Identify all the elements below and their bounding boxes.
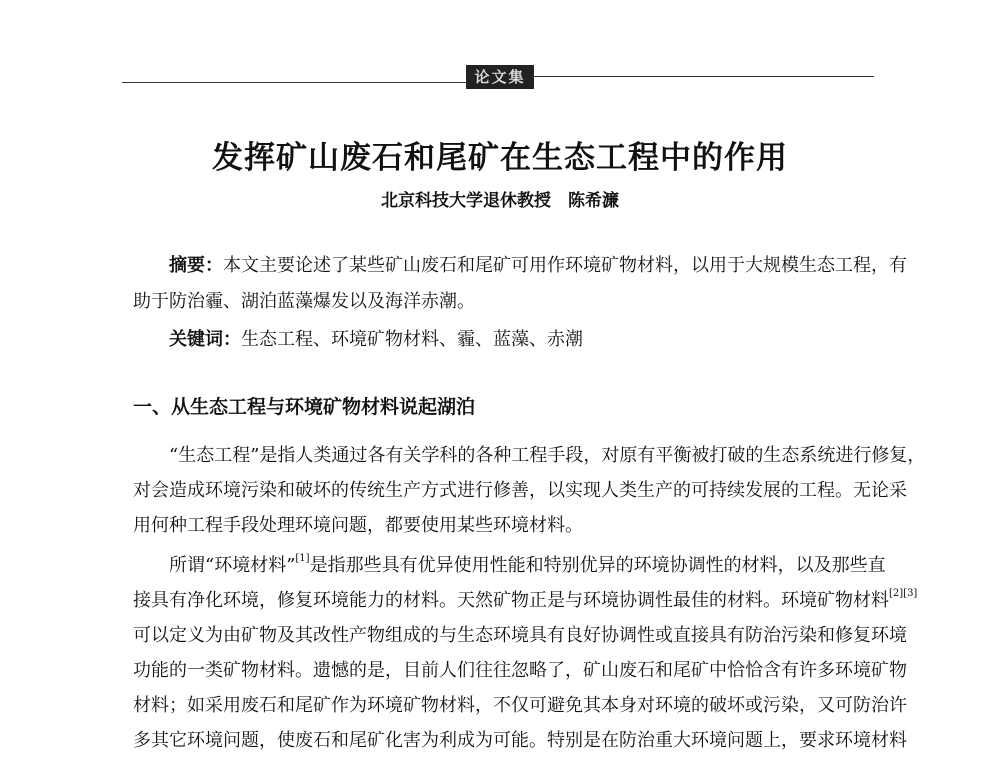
abstract-line-1 [169, 254, 907, 278]
paragraph-line: 多其它环境问题，使废石和尾矿化害为利成为可能。特别是在防治重大环境问题上，要求环境材料 [133, 730, 907, 751]
paragraph-line: 材料；如采用废石和尾矿作为环境矿物材料，不仅可避免其本身对环境的破坏或污染，又可防治许 [133, 695, 907, 716]
paragraph-line [133, 588, 918, 613]
paragraph-line: 功能的一类矿物材料。遗憾的是，目前人们往往忽略了，矿山废石和尾矿中恰恰含有许多环境矿物 [133, 660, 907, 681]
citation: [1] [295, 553, 310, 564]
author-line: 北京科技大学退休教授 陈希濂 [381, 191, 619, 211]
paragraph-line: 对会造成环境污染和破坏的传统生产方式进行修善，以实现人类生产的可持续发展的工程。无论采 [133, 480, 907, 501]
keywords-line [169, 328, 882, 352]
text: 接具有净化环境，修复环境能力的材料。天然矿物正是与环境协调性最佳的材料。环境矿物材料 [133, 590, 889, 611]
keywords-text: 生态工程、环境矿物材料、霾、蓝藻、赤潮 [241, 329, 583, 350]
abstract-label: 摘要： [169, 255, 223, 276]
citation: [2][3] [889, 588, 918, 599]
paragraph-line: 可以定义为由矿物及其改性产物组成的与生态环境具有良好协调性或直接具有防治污染和修复环境 [133, 625, 907, 646]
page-title: 发挥矿山废石和尾矿在生态工程中的作用 [212, 140, 788, 176]
paragraph-line [169, 553, 886, 578]
section-badge: 论文集 [466, 65, 534, 89]
section-heading: 一、从生态工程与环境矿物材料说起湖泊 [133, 396, 476, 418]
header-rule-left [122, 82, 466, 83]
paragraph-line: “生态工程”是指人类通过各有关学科的各种工程手段，对原有平衡被打破的生态系统进行修复， [169, 445, 926, 466]
abstract-text: 本文主要论述了某些矿山废石和尾矿可用作环境矿物材料，以用于大规模生态工程，有 [223, 255, 907, 276]
header-rule-right [534, 76, 874, 77]
paragraph-line: 用何种工程手段处理环境问题，都要使用某些环境材料。 [133, 515, 583, 536]
text: 所谓“环境材料” [169, 555, 296, 576]
text: 是指那些具有优异使用性能和特别优异的环境协调性的材料，以及那些直 [309, 555, 886, 576]
abstract-line-2: 助于防治霾、湖泊蓝藻爆发以及海洋赤潮。 [133, 291, 475, 312]
keywords-label: 关键词： [169, 329, 241, 350]
